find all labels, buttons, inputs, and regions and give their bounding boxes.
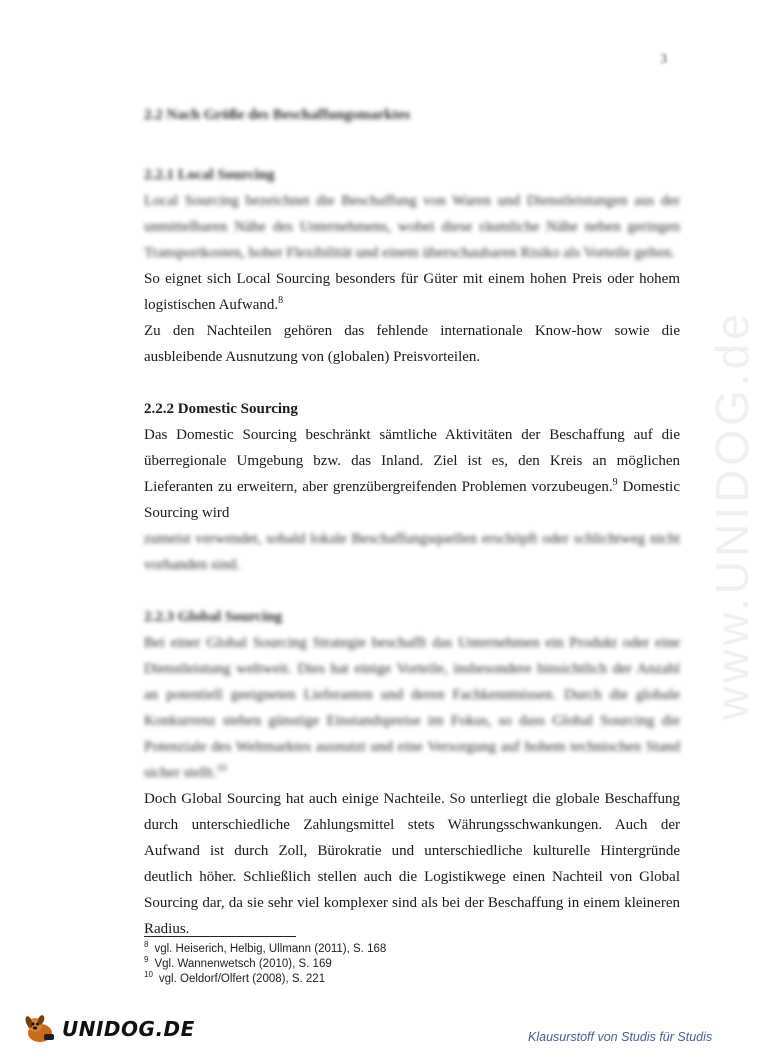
paragraph-domestic-1-tail: Domestic Sourcing wird <box>144 479 680 521</box>
paragraph-local-1: Local Sourcing bezeichnet die Beschaffung von Waren und Dienstleistungen aus der unmittelbaren Nähe des Unternehmens, wobei diese räumliche Nähe neben geringen Transportkosten, hoher Flexibilität und einem überschaubaren Risiko als Vorteile gelten. <box>144 193 680 261</box>
paragraph-domestic-1 <box>144 422 680 526</box>
footnote-9 <box>144 957 386 972</box>
footnote-divider <box>144 936 296 937</box>
dog-icon <box>22 1014 58 1044</box>
subsection-title-domestic: 2.2.2 Domestic Sourcing <box>144 401 298 417</box>
footnote-8 <box>144 942 386 957</box>
unidog-logo[interactable] <box>22 1014 195 1044</box>
document-body <box>144 104 680 942</box>
subsection-title-global: 2.2.3 Global Sourcing <box>144 609 283 625</box>
paragraph-global-1-text: Bei einer Global Sourcing Strategie beschafft das Unternehmen ein Produkt oder eine Dienstleistung weltweit. Dies hat einige Vorteile, insbesondere hinsichtlich der Anzahl an potentiell geeigneten Lieferanten und deren Fachkenntnissen. Durch die globale Konkurrenz stehen günstige Einstandspreise im Fokus, so dass Global Sourcing die Potenziale des Weltmarktes ausnutzt und eine Versorgung auf hohem technischen Stand sicher stellt. <box>144 635 680 781</box>
footnote-number: 10 <box>144 970 153 980</box>
footnote-ref-10[interactable]: 10 <box>216 763 227 774</box>
paragraph-local-2-text: So eignet sich Local Sourcing besonders für Güter mit einem hohen Preis oder hohem logistischen Aufwand. <box>144 271 680 313</box>
footnote-text: vgl. Oeldorf/Olfert (2008), S. 221 <box>158 973 326 985</box>
footnote-text: Vgl. Wannenwetsch (2010), S. 169 <box>154 958 332 970</box>
footnote-text: vgl. Heiserich, Helbig, Ullmann (2011), S. 168 <box>154 943 387 955</box>
section-title: 2.2 Nach Größe des Beschaffungsmarktes <box>144 107 411 123</box>
paragraph-global-1 <box>144 630 680 786</box>
paragraph-global-2: Doch Global Sourcing hat auch einige Nachteile. So unterliegt die globale Beschaffung durch unterschiedliche Zahlungsmittel stets Währungsschwankungen. Auch der Aufwand ist durch Zoll, Bürokratie und unterschiedliche kulturelle Hintergründe deutlich höher. Schließlich stellen auch die Logistikwege einen Nachteil von Global Sourcing dar, da sie sehr viel komplexer sind als bei der Beschaffung in einem kleineren Radius. <box>144 791 680 937</box>
footnotes <box>144 942 386 987</box>
footnote-number: 8 <box>144 940 149 950</box>
subsection-title-local: 2.2.1 Local Sourcing <box>144 167 275 183</box>
paragraph-domestic-2: zumeist verwendet, sobald lokale Beschaffungsquellen erschöpft oder schlichtweg nicht vorhanden sind. <box>144 531 680 573</box>
page-number: 3 <box>660 52 667 67</box>
footnote-ref-9[interactable]: 9 <box>612 477 618 488</box>
logo-text: UNIDOG.DE <box>62 1017 195 1041</box>
footnote-ref-8[interactable]: 8 <box>278 295 284 306</box>
paragraph-domestic-1-text: Das Domestic Sourcing beschränkt sämtliche Aktivitäten der Beschaffung auf die überregionale Umgebung bzw. das Inland. Ziel ist es, den Kreis an möglichen Lieferanten zu erweitern, aber grenzübergreifenden Problemen vorzubeugen. <box>144 427 680 495</box>
footnote-number: 9 <box>144 955 149 965</box>
watermark: www.UNIDOG.de <box>706 310 758 720</box>
footnote-10 <box>144 972 386 987</box>
tagline: Klausurstoff von Studis für Studis <box>528 1030 713 1044</box>
paragraph-local-2 <box>144 266 680 318</box>
paragraph-local-3: Zu den Nachteilen gehören das fehlende internationale Know-how sowie die ausbleibende Ausnutzung von (globalen) Preisvorteilen. <box>144 323 680 365</box>
